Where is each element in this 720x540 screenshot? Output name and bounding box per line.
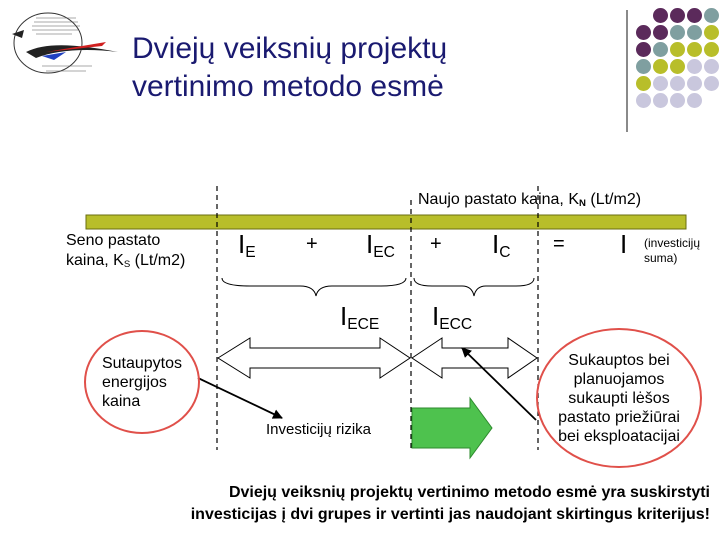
term-iec: $I_{EC}$ xyxy=(366,229,395,261)
operator-plus-2: + xyxy=(430,233,442,255)
saved-energy-bubble: Sutaupytos energijos kaina xyxy=(84,330,200,434)
old-building-price-label: Seno pastato kaina, $K_S$ (Lt/m2) xyxy=(66,232,186,271)
operator-equals: = xyxy=(553,233,565,255)
term-ic: $I_C$ xyxy=(492,229,511,261)
term-ie: $I_E$ xyxy=(238,229,256,261)
brace-right xyxy=(414,278,534,296)
conclusion-text: Dviejų veiksnių projektų vertinimo metodo esmė yra suskirstyti investicijas į dvi grupes ir vertinti jas naudojant skirtingus kriterijus! xyxy=(190,484,710,523)
new-building-price-label: Naujo pastato kaina, $K_N$ (Lt/m2) xyxy=(418,191,642,210)
group-iecc: $I_{ECC}$ xyxy=(432,301,473,333)
slide-title: Dviejų veiksnių projektų vertinimo metodo esmė xyxy=(132,32,448,103)
term-i-total: I xyxy=(620,229,628,259)
investment-risk-label: Investicijų rizika xyxy=(266,421,372,438)
double-arrow-left xyxy=(218,338,410,378)
price-bar xyxy=(86,215,686,229)
investment-sum-note: (investicijų suma) xyxy=(644,236,701,265)
group-iece: $I_{ECE}$ xyxy=(340,301,380,333)
double-arrow-right xyxy=(412,338,537,378)
operator-plus-1: + xyxy=(306,233,318,255)
brace-left xyxy=(222,278,406,296)
pointer-arrow-left xyxy=(198,378,282,418)
risk-arrow xyxy=(412,398,492,458)
accumulated-funds-bubble: Sukauptos bei planuojamos sukaupti lėšos pastato priežiūrai bei eksploatacijai xyxy=(536,328,702,468)
